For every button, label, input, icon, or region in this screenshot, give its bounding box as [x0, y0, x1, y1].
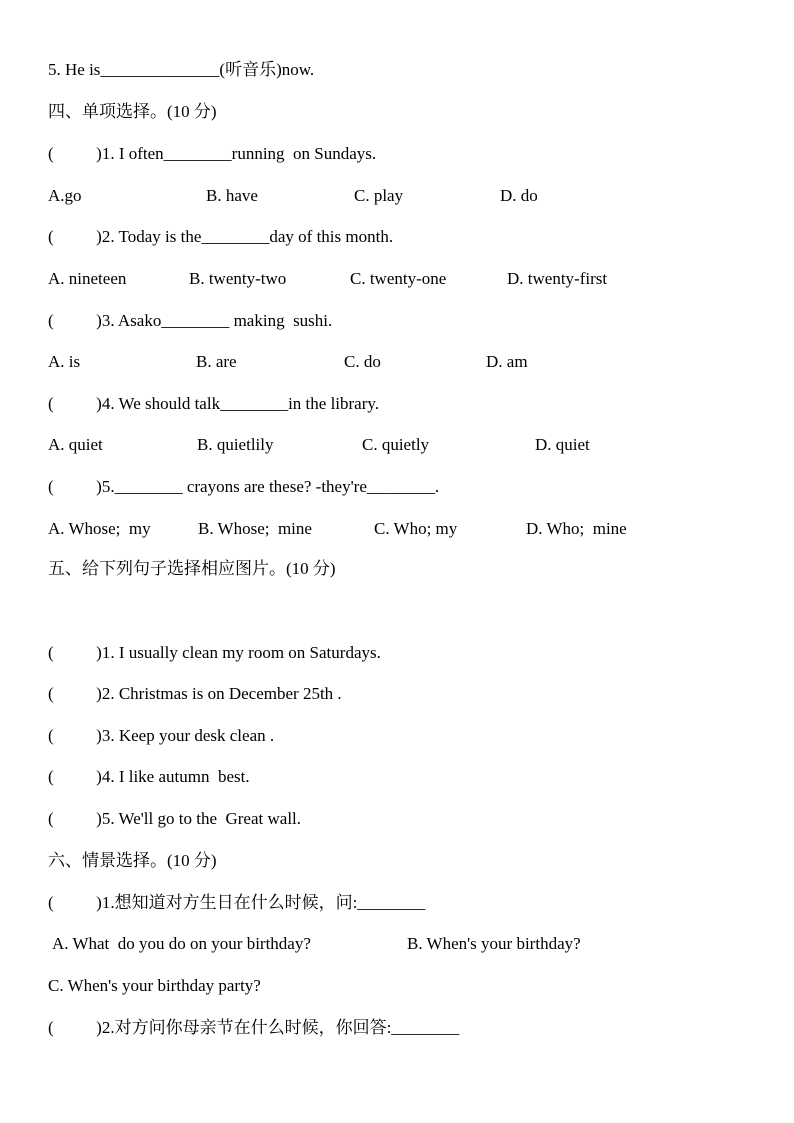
- situation-option-c: C. When's your birthday party?: [48, 976, 261, 995]
- mc-question-3: ( )3. Asako________ making sushi.: [48, 311, 333, 330]
- picture-match-3: ( )3. Keep your desk clean .: [48, 726, 275, 745]
- option-d: D. do: [500, 186, 538, 205]
- picture-match-5: ( )5. We'll go to the Great wall.: [48, 809, 302, 828]
- option-a: A. What do you do on your birthday?: [52, 934, 311, 953]
- option-d: D. twenty-first: [507, 269, 608, 288]
- option-b: B. Whose; mine: [198, 519, 312, 538]
- picture-match-4: ( )4. I like autumn best.: [48, 767, 250, 786]
- option-d: D. Who; mine: [526, 519, 627, 538]
- option-c: C. quietly: [362, 435, 430, 454]
- mc-question-5: ( )5.________ crayons are these? -they're________.: [48, 477, 440, 496]
- situation-question-1: ( )1.想知道对方生日在什么时候，问:________: [48, 893, 426, 912]
- option-d: D. am: [486, 352, 528, 371]
- mc-question-1: ( )1. I often________running on Sundays.: [48, 144, 377, 163]
- option-a: A. Whose; my: [48, 519, 151, 538]
- section-6-heading: 六、情景选择。(10 分): [48, 851, 217, 870]
- option-b: B. are: [196, 352, 237, 371]
- option-a: A. is: [48, 352, 81, 371]
- option-b: B. twenty-two: [189, 269, 287, 288]
- option-b: B. When's your birthday?: [407, 934, 581, 953]
- situation-question-2: ( )2.对方问你母亲节在什么时候，你回答:________: [48, 1018, 460, 1037]
- option-d: D. quiet: [535, 435, 590, 454]
- option-a: A. nineteen: [48, 269, 127, 288]
- option-a: A. quiet: [48, 435, 103, 454]
- section-5-heading: 五、给下列句子选择相应图片。(10 分): [48, 559, 336, 578]
- option-c: C. twenty-one: [350, 269, 447, 288]
- option-b: B. quietlily: [197, 435, 274, 454]
- fill-blank-q5: 5. He is______________(听音乐)now.: [48, 60, 315, 79]
- option-a: A.go: [48, 186, 82, 205]
- option-c: C. do: [344, 352, 381, 371]
- option-b: B. have: [206, 186, 258, 205]
- mc-question-4: ( )4. We should talk________in the library.: [48, 394, 380, 413]
- section-4-heading: 四、单项选择。(10 分): [48, 102, 217, 121]
- option-c: C. Who; my: [374, 519, 458, 538]
- mc-question-2: ( )2. Today is the________day of this month.: [48, 227, 394, 246]
- picture-match-2: ( )2. Christmas is on December 25th .: [48, 684, 342, 703]
- picture-match-1: ( )1. I usually clean my room on Saturdays.: [48, 643, 381, 662]
- option-c: C. play: [354, 186, 404, 205]
